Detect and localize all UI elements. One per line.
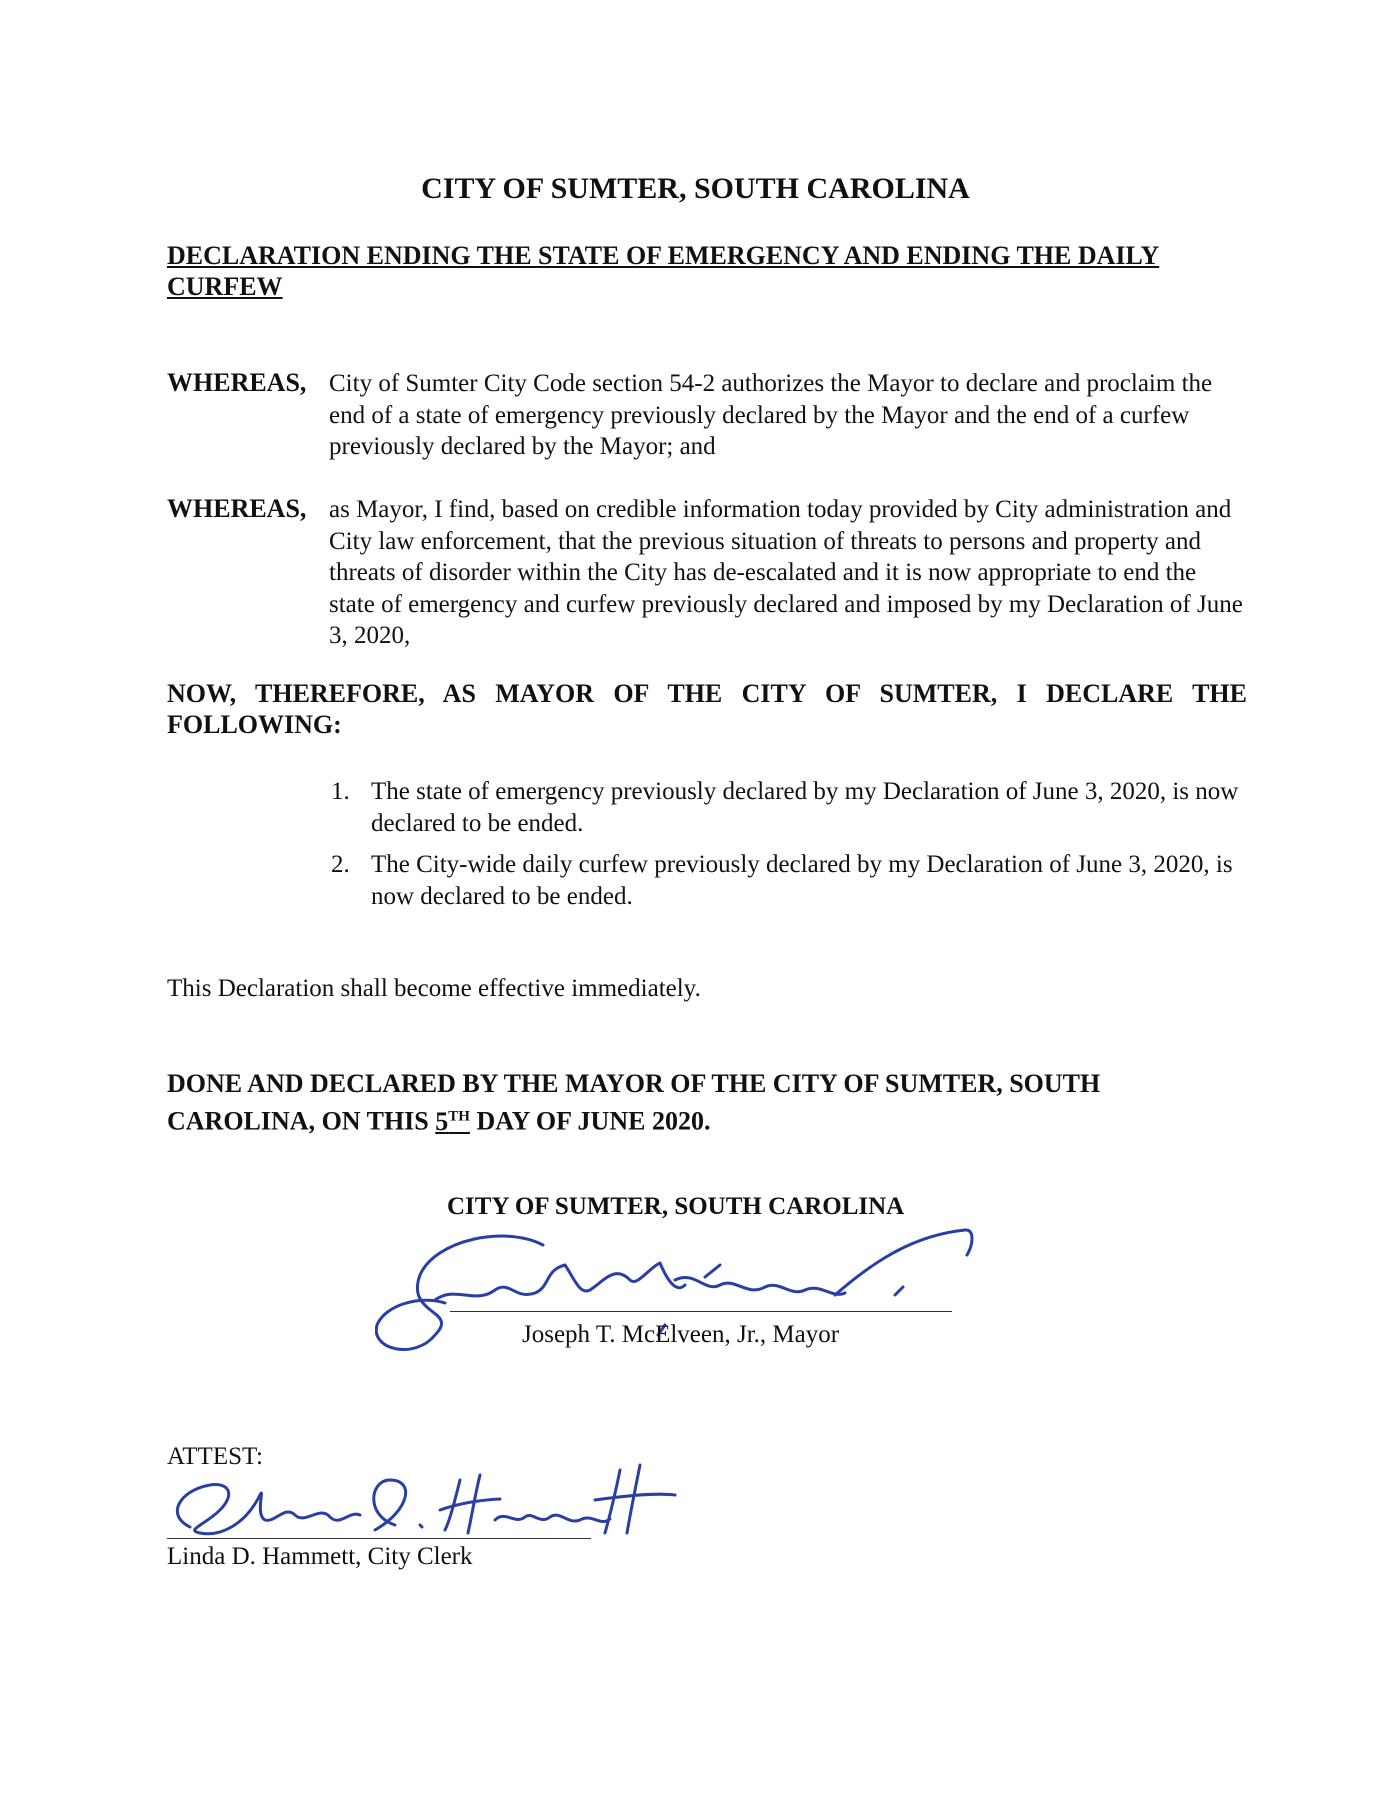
clerk-signature xyxy=(160,1455,680,1550)
day-number: 5 xyxy=(435,1106,449,1136)
whereas-text-1: City of Sumter City Code section 54-2 authorizes the Mayor to declare and proclaim the end of a state of emergency previously declared by the Mayor and the end of a curfew previously declared by the Mayor; and xyxy=(329,370,1213,460)
done-and-declared xyxy=(167,1067,1247,1138)
clerk-name: Linda D. Hammett, City Clerk xyxy=(167,1543,473,1570)
attest-label: ATTEST: xyxy=(167,1443,263,1470)
effective-statement: This Declaration shall become effective immediately. xyxy=(167,975,701,1002)
declaration-text: The City-wide daily curfew previously declared by my Declaration of June 3, 2020, is now declared to be ended. xyxy=(371,851,1233,910)
therefore-clause: NOW, THEREFORE, AS MAYOR OF THE CITY OF SUMTER, I DECLARE THE FOLLOWING: xyxy=(167,679,1247,739)
clerk-signature-line xyxy=(167,1538,591,1539)
declaration-item xyxy=(331,776,1241,839)
whereas-label-1: WHEREAS, xyxy=(167,368,307,397)
declaration-heading: DECLARATION ENDING THE STATE OF EMERGENCY AND ENDING THE DAILY CURFEW xyxy=(167,241,1160,301)
declaration-text: The state of emergency previously declared by my Declaration of June 3, 2020, is now declared to be ended. xyxy=(371,778,1239,837)
whereas-label-2: WHEREAS, xyxy=(167,494,307,523)
mayor-name: Joseph T. McElveen, Jr., Mayor xyxy=(522,1321,840,1348)
declaration-number: 2. xyxy=(331,851,350,878)
whereas-text-2: as Mayor, I find, based on credible information today provided by City administration and City law enforcement, that the previous situation of threats to persons and property and threats of disorder within the City has de-escalated and it is now appropriate to end the state of emergency and curfew previously declared and imposed by my Declaration of June 3, 2020, xyxy=(329,496,1243,649)
day-suffix: TH xyxy=(448,1108,470,1124)
day-ordinal xyxy=(435,1107,470,1136)
done-prefix: DONE AND DECLARED BY THE MAYOR OF THE CITY OF SUMTER, SOUTH CAROLINA, ON THIS xyxy=(167,1069,1101,1136)
document-title: CITY OF SUMTER, SOUTH CAROLINA xyxy=(421,172,970,205)
declaration-number: 1. xyxy=(331,778,350,805)
signature-city: CITY OF SUMTER, SOUTH CAROLINA xyxy=(447,1193,905,1220)
declaration-item xyxy=(331,849,1241,912)
mayor-signature-line xyxy=(450,1311,952,1312)
done-suffix: DAY OF JUNE 2020. xyxy=(469,1106,711,1136)
